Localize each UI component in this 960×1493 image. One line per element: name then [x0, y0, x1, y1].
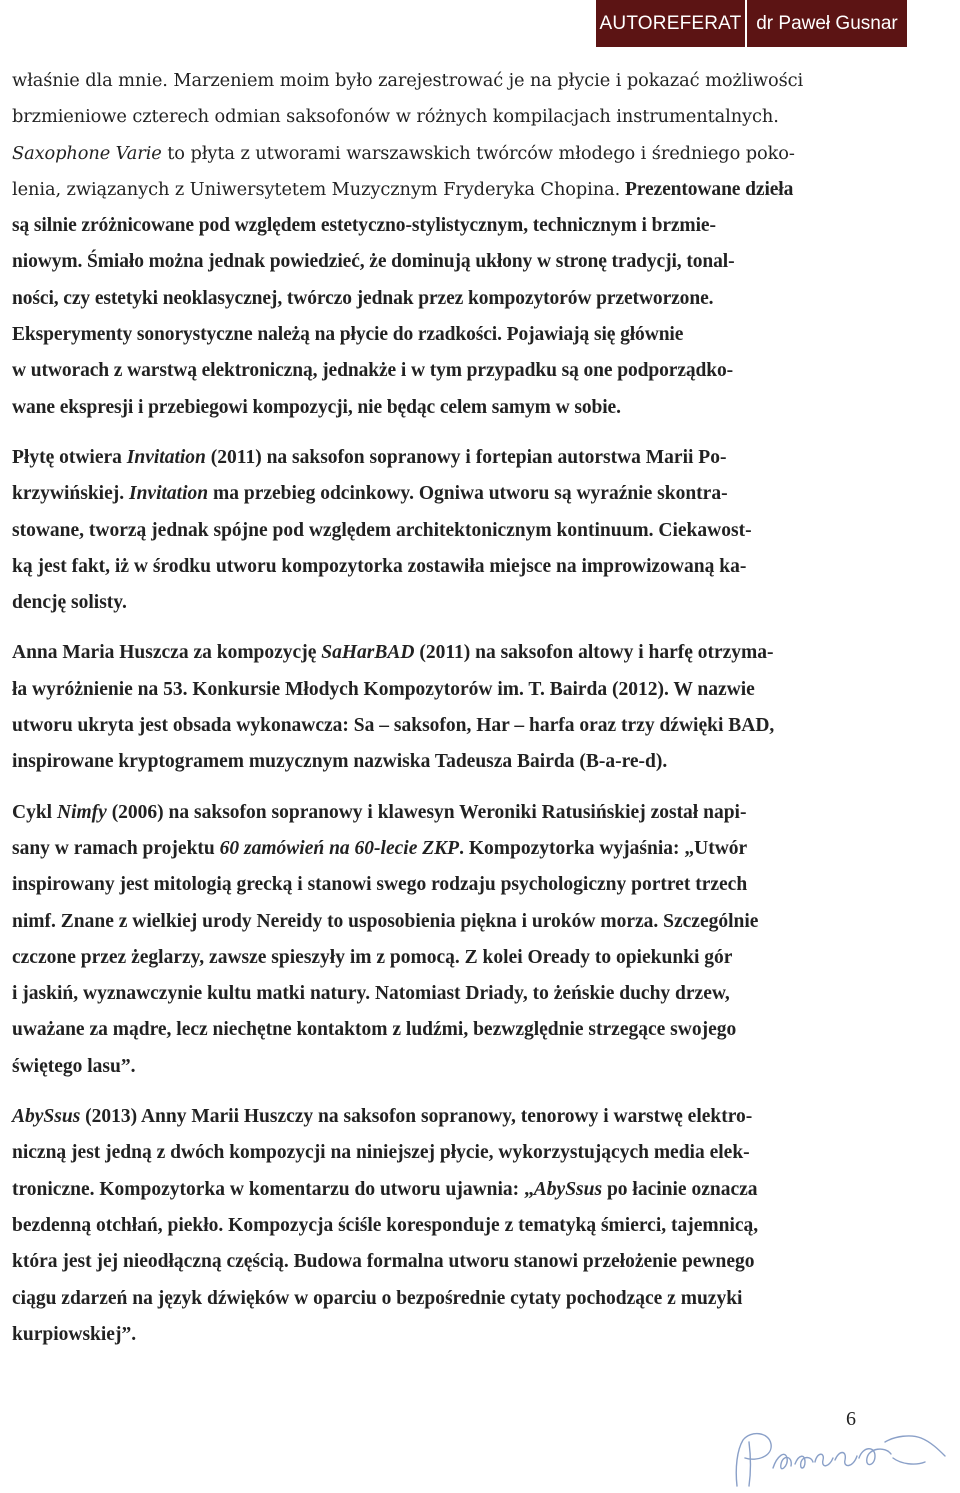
- header-author: dr Paweł Gusnar: [756, 12, 898, 34]
- text-line: świętego lasu”.: [12, 1055, 136, 1077]
- paragraph-2: [12, 440, 867, 621]
- text-fragment: sany w ramach projektu: [12, 837, 220, 859]
- work-title: AbySsus: [533, 1178, 603, 1200]
- text-line: nimf. Znane z wielkiej urody Nereidy to usposobienia piękna i uroków morza. Szczególnie: [12, 910, 759, 932]
- text-line: i jaskiń, wyznawczynie kultu matki natury. Natomiast Driady, to żeńskie duchy drzew,: [12, 983, 730, 1005]
- text-fragment: Prezentowane dzieła: [620, 178, 794, 200]
- work-title: AbySsus: [12, 1106, 81, 1128]
- text-line: właśnie dla mnie. Marzeniem moim było zarejestrować je na płycie i pokazać możliwości: [12, 70, 804, 91]
- paragraph-3: [12, 635, 867, 780]
- text-fragment: ma przebieg odcinkowy. Ogniwa utworu są wyraźnie skontra-: [208, 483, 728, 505]
- text-line: są silnie zróżnicowane pod względem estetyczno-stylistycznym, technicznym i brzmie-: [12, 215, 716, 237]
- text-line: utworu ukryta jest obsada wykonawcza: Sa – saksofon, Har – harfa oraz trzy dźwięki BAD,: [12, 715, 775, 737]
- text-fragment: lenia, związanych z Uniwersytetem Muzycznym Fryderyka Chopina.: [12, 178, 621, 200]
- text-fragment: (2011) na saksofon sopranowy i fortepian autorstwa Marii Po-: [205, 446, 727, 468]
- page-header: [596, 0, 907, 47]
- text-fragment: (2013) Anny Marii Huszczy na saksofon sopranowy, tenorowy i warstwę elektro-: [80, 1106, 753, 1128]
- text-line: [12, 136, 867, 172]
- text-line: ciągu zdarzeń na język dźwięków w oparciu o bezpośrednie cytaty pochodzące z muzyki: [12, 1287, 743, 1309]
- text-line: [12, 172, 867, 208]
- work-title: Invitation: [126, 446, 206, 468]
- text-line: brzmieniowe czterech odmian saksofonów w różnych kompilacjach instrumentalnych.: [12, 106, 779, 128]
- text-line: [12, 831, 867, 867]
- text-line: wane ekspresji i przebiegowi kompozycji, nie będąc celem samym w sobie.: [12, 396, 621, 418]
- text-line: która jest jej nieodłączną częścią. Budowa formalna utworu stanowi przełożenie pewnego: [12, 1251, 755, 1273]
- text-line: czczone przez żeglarzy, zawsze spieszyły im z pomocą. Z kolei Oready to opiekunki gór: [12, 946, 733, 968]
- project-title: 60 zamówień na 60-lecie ZKP: [219, 837, 460, 859]
- text-fragment: (2006) na saksofon sopranowy i klawesyn Weroniki Ratusińskiej został napi-: [106, 801, 747, 823]
- text-line: kurpiowskiej”.: [12, 1323, 137, 1345]
- text-line: [12, 1172, 867, 1208]
- work-title: SaHarBAD: [321, 642, 415, 664]
- header-title: AUTOREFERAT: [599, 12, 742, 34]
- text-line: bezdenną otchłań, piekło. Kompozycja ściśle koresponduje z tematyką śmierci, tajemnicą,: [12, 1214, 759, 1236]
- work-title: Invitation: [129, 483, 209, 505]
- text-line: [12, 635, 867, 671]
- document-body: [12, 63, 867, 1353]
- text-line: stowane, tworzą jednak spójne pod względem architektonicznym kontinuum. Ciekawost-: [12, 519, 752, 541]
- text-fragment: . Kompozytorka wyjaśnia: „Utwór: [459, 837, 748, 859]
- text-line: ką jest fakt, iż w środku utworu kompozytorka zostawiła miejsce na improwizowaną ka-: [12, 555, 747, 577]
- text-fragment: Płytę otwiera: [12, 446, 127, 468]
- text-line: niczną jest jedną z dwóch kompozycji na niniejszej płycie, wykorzystujących media elek-: [12, 1142, 750, 1164]
- text-line: inspirowany jest mitologią grecką i stanowi swego rodzaju psychologiczny portret trzech: [12, 874, 748, 896]
- text-fragment: Cykl: [12, 801, 57, 823]
- paragraph-5: [12, 1099, 867, 1353]
- text-line: w utworach z warstwą elektroniczną, jednakże i w tym przypadku są one podporządko-: [12, 360, 734, 382]
- album-title: Saxophone Varie: [12, 142, 162, 164]
- work-title: Nimfy: [56, 801, 107, 823]
- page-number: 6: [846, 1408, 856, 1430]
- text-line: [12, 476, 867, 512]
- text-line: uważane za mądre, lecz niechętne kontaktom z ludźmi, bezwzględnie strzegące swojego: [12, 1019, 737, 1041]
- handwritten-signature-icon: [725, 1428, 950, 1490]
- text-fragment: to płyta z utworami warszawskich twórców młodego i średniego poko-: [161, 142, 795, 164]
- text-line: [12, 440, 867, 476]
- text-line: [12, 795, 867, 831]
- text-line: Eksperymenty sonorystyczne należą na płycie do rzadkości. Pojawiają się głównie: [12, 324, 684, 346]
- text-line: ła wyróżnienie na 53. Konkursie Młodych Kompozytorów im. T. Bairda (2012). W nazwie: [12, 678, 755, 700]
- text-line: inspirowane kryptogramem muzycznym nazwiska Tadeusza Bairda (B-a-re-d).: [12, 751, 668, 773]
- text-line: niowym. Śmiało można jednak powiedzieć, że dominują ukłony w stronę tradycji, tonal-: [12, 251, 735, 273]
- text-fragment: (2011) na saksofon altowy i harfę otrzyma-: [414, 642, 774, 664]
- paragraph-4: [12, 795, 867, 1085]
- text-line: [12, 1099, 867, 1135]
- text-line: ności, czy estetyki neoklasycznej, twórczo jednak przez kompozytorów przetworzone.: [12, 287, 714, 309]
- text-fragment: troniczne. Kompozytorka w komentarzu do utworu ujawnia: „: [12, 1178, 534, 1200]
- paragraph-1: [12, 63, 867, 426]
- text-line: dencję solisty.: [12, 592, 127, 614]
- text-fragment: Anna Maria Huszcza za kompozycję: [12, 642, 322, 664]
- text-fragment: po łacinie oznacza: [602, 1178, 758, 1200]
- text-fragment: krzywińskiej.: [12, 483, 129, 505]
